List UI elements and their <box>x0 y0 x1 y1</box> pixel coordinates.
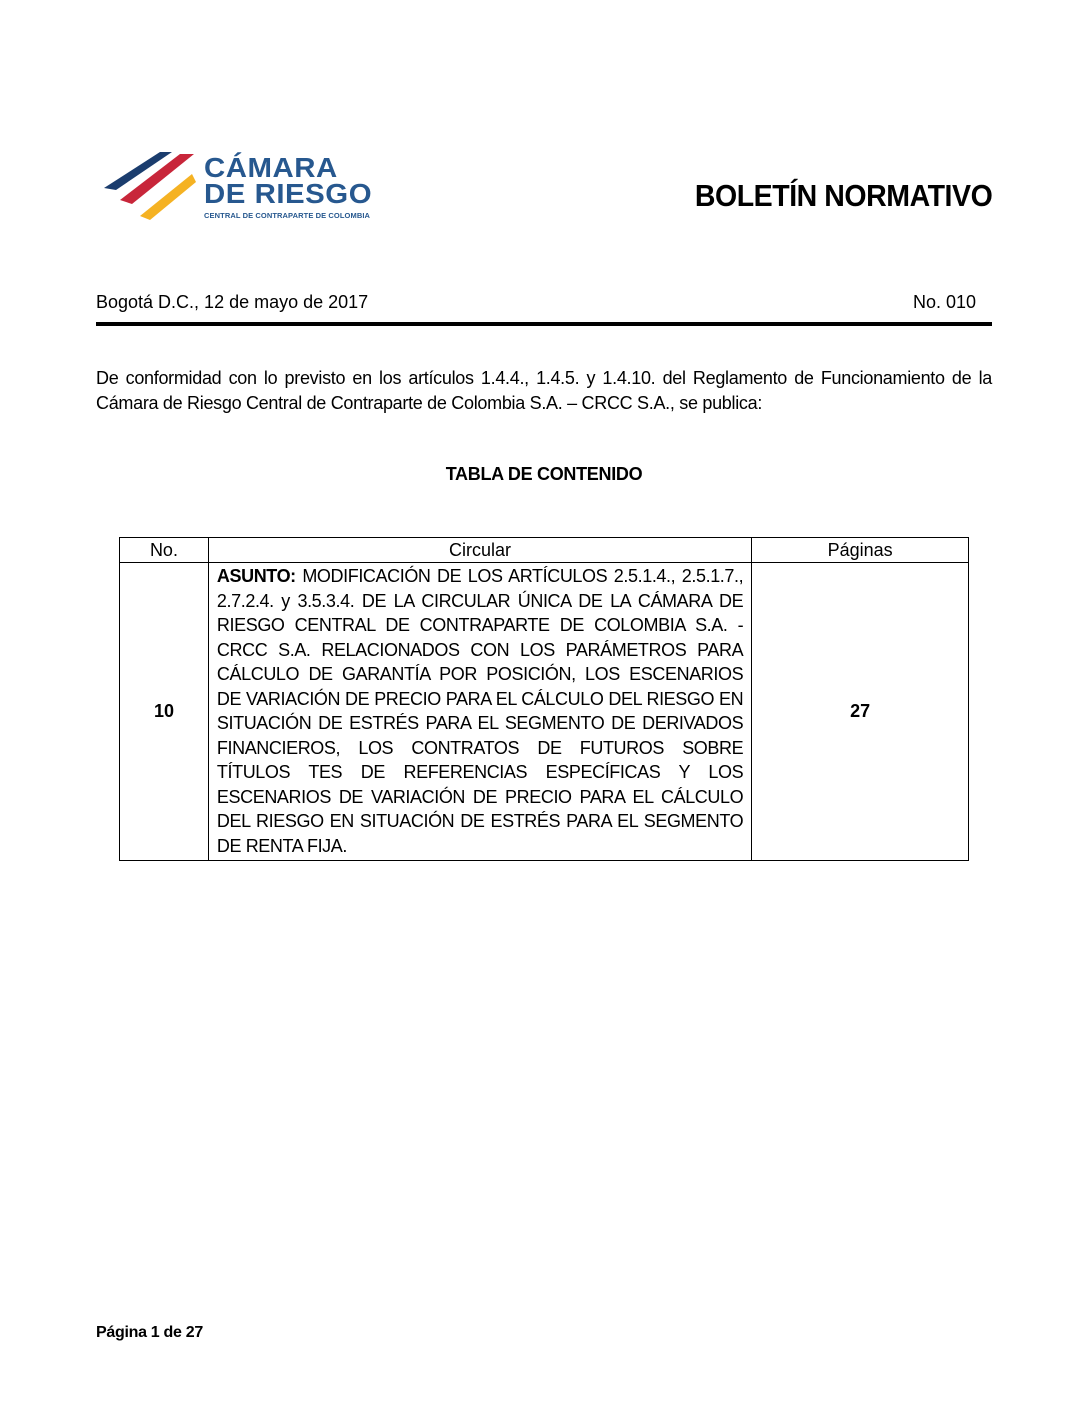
logo-text-de-riesgo: DE RIESGO <box>204 178 373 209</box>
table-header-row <box>120 538 969 563</box>
company-logo <box>100 150 390 225</box>
page-footer: Página 1 de 27 <box>96 1324 203 1341</box>
meta-row <box>96 292 992 313</box>
column-header-no: No. <box>120 538 209 563</box>
logo-text-camara: CÁMARA <box>204 152 338 183</box>
header-divider <box>96 322 992 326</box>
toc-table <box>119 537 969 861</box>
table-row <box>120 563 969 861</box>
bulletin-number: No. 010 <box>912 292 976 312</box>
logo-subtitle: CENTRAL DE CONTRAPARTE DE COLOMBIA <box>204 211 371 220</box>
document-title: BOLETÍN NORMATIVO <box>694 178 992 213</box>
toc-title: TABLA DE CONTENIDO <box>445 464 643 484</box>
intro-paragraph: De conformidad con lo previsto en los artículos 1.4.4., 1.4.5. y 1.4.10. del Reglamento de Funcionamiento de la Cámara de Riesgo Central de Contraparte de Colombia S.A. – CRCC S.A., se publica: <box>96 368 992 413</box>
logo-stripes-icon <box>100 150 200 222</box>
place-date: Bogotá D.C., 12 de mayo de 2017 <box>96 292 369 312</box>
subject-text: MODIFICACIÓN DE LOS ARTÍCULOS 2.5.1.4., 2.5.1.7., 2.7.2.4. y 3.5.3.4. DE LA CIRCULAR ÚNICA DE LA CÁMARA DE RIESGO CENTRAL DE CONTRAPARTE DE COLOMBIA S.A. - CRCC S.A. RELACIONADOS CON LOS PARÁMETROS PARA CÁLCULO DE GARANTÍA POR POSICIÓN, LOS ESCENARIOS DE VARIACIÓN DE PRECIO PARA EL CÁLCULO DEL RIESGO EN SITUACIÓN DE ESTRÉS PARA EL SEGMENTO DE DERIVADOS FINANCIEROS, LOS CONTRATOS DE FUTUROS SOBRE TÍTULOS TES DE REFERENCIAS ESPECÍFICAS Y LOS ESCENARIOS DE VARIACIÓN DE PRECIO PARA EL CÁLCULO DEL RIESGO EN SITUACIÓN DE ESTRÉS PARA EL SEGMENTO DE RENTA FIJA. <box>216 566 744 856</box>
row-pages: 27 <box>752 563 969 861</box>
subject-label: ASUNTO: <box>216 566 296 586</box>
column-header-circular: Circular <box>208 538 751 563</box>
row-number: 10 <box>120 563 209 861</box>
column-header-pages: Páginas <box>752 538 969 563</box>
row-description <box>208 563 751 861</box>
